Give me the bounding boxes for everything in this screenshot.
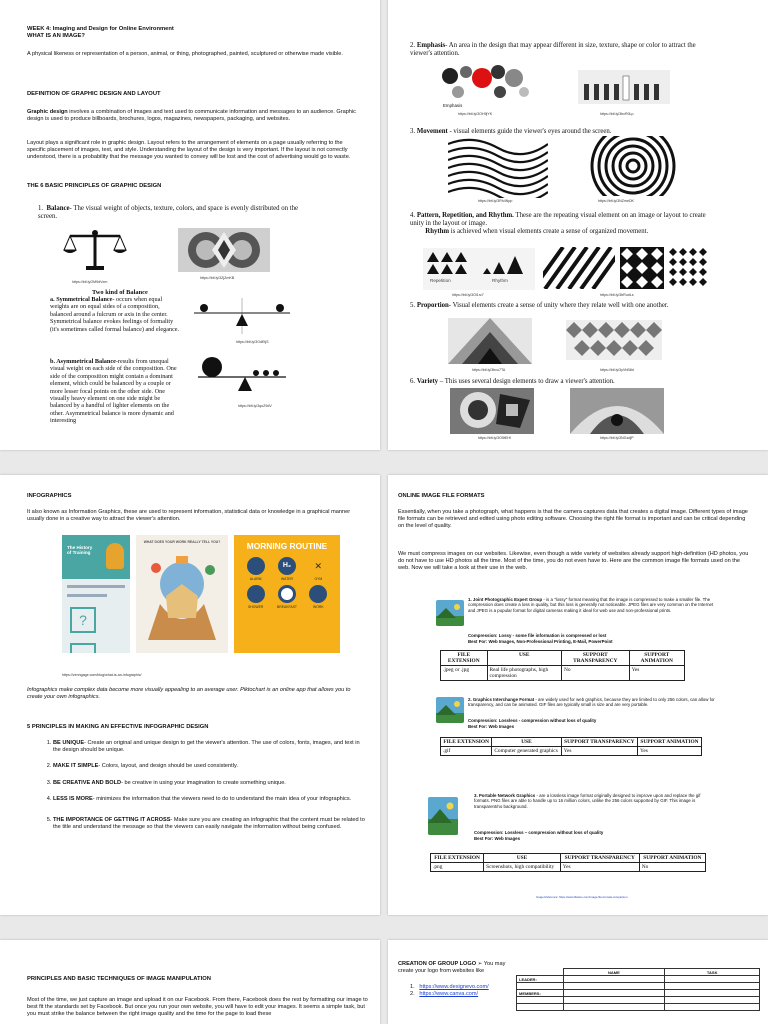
leader-name-cell[interactable] (563, 976, 665, 983)
name-cell[interactable] (563, 983, 665, 990)
water-icon: H₂ (278, 557, 296, 575)
principle-text: - Create an original and unique design to get the viewer's attention. The use of colors, fonts, images, and text in the design should be unique. (53, 740, 360, 754)
emphasis-dots-image (440, 62, 530, 104)
table-header-row (517, 969, 760, 976)
cell-extension: .jpeg or .jpg (441, 666, 488, 681)
canva-link[interactable]: https://www.canva.com/ (419, 991, 479, 998)
manipulation-heading: PRINCIPLES AND BASIC TECHNIQUES OF IMAGE MANIPULATION (27, 976, 211, 982)
variety-number: 6. (410, 378, 416, 385)
asymmetrical-caption: https://bit.ly/3qoZ9dV (238, 404, 272, 408)
symmetrical-balance-text (50, 296, 180, 333)
png-compression: Compression: Lossless – compression without loss of quality (474, 830, 604, 835)
diamond-pattern-image (620, 247, 664, 289)
balance-term: Balance (46, 205, 70, 212)
proportion-item (410, 302, 710, 310)
question-mark-icon: ? (70, 607, 96, 633)
image-definition: A physical likeness or representation of a person, animal, or thing, photographed, painted, sculptured or otherwise made visible. (27, 51, 343, 57)
principle-item (53, 740, 365, 754)
principle-term: THE IMPORTANCE OF GETTING IT ACROSS (53, 817, 171, 824)
col-use: USE (492, 738, 561, 747)
cell-extension: .gif (441, 747, 492, 756)
principle-text: - Make sure you are creating an infographic that the content must be related to the title and understand the message so that the viewers can easily navigate the information without being confused. (53, 817, 365, 831)
pattern-text: These are the repeating visual element on an image or layout to create unity in the layout or image. (410, 212, 706, 227)
col-support-transparency: SUPPORT TRANSPARENCY (560, 854, 639, 863)
task-cell[interactable] (665, 990, 760, 997)
principle-text: - minimizes the information that the viewers need to do to understand the main idea of your infographics. (92, 795, 352, 802)
infographics-intro: It also known as Information Graphics, these are used to represent information, statistical data or knowledge in a graphical manner usually done in a creative way to attract the viewer's attention. (27, 509, 351, 523)
principle-item (53, 763, 365, 770)
character-figure (106, 543, 124, 569)
infographic-2-title: WHAT DOES YOUR WORK REALLY TELL YOU? (143, 540, 221, 544)
jpg-description (468, 597, 718, 613)
movement-number: 3. (410, 128, 416, 135)
table-row (517, 983, 760, 990)
table-row (517, 976, 760, 983)
jpg-title: 1. Joint Photographic Expert Group (468, 597, 543, 602)
col-support-animation: SUPPORT ANIMATION (637, 738, 701, 747)
document-page-1 (0, 0, 380, 450)
routine-label: ALARM (249, 577, 262, 581)
symmetrical-seesaw-illustration (190, 298, 290, 336)
landscape-icon (428, 797, 458, 835)
table-row (517, 997, 760, 1004)
balance-pattern-graphic (178, 228, 270, 272)
variety-caption-2: https://bit.ly/3NGzdjP (600, 436, 634, 440)
balance-pattern-image (178, 228, 270, 272)
cell-extension: .png (431, 863, 484, 872)
movement-waves-image (448, 138, 548, 198)
table-header-row (441, 651, 685, 666)
col-use: USE (487, 651, 562, 666)
landscape-icon (436, 697, 464, 723)
proportion-number: 5. (410, 302, 416, 309)
variety-image-2 (570, 388, 664, 434)
principle-text: - be creative in using your imagination to create something unique. (121, 779, 286, 786)
landscape-icon (436, 600, 464, 626)
cell-transparency: No (562, 666, 630, 681)
role-cell (517, 997, 564, 1004)
graphic-design-text: involves a combination of images and text used to communicate information and messages to an audience. Graphic design is used to produce billboards, brochures, logos, magazines, newspapers, packaging, and websites. (27, 109, 356, 123)
what-is-image-heading: WHAT IS AN IMAGE? (27, 33, 85, 39)
movement-term: Movement (416, 128, 448, 135)
repetition-label: Repetition (430, 278, 451, 283)
routine-label: WORK (313, 605, 324, 609)
list-item: 2. https://www.canva.com/ (410, 991, 479, 998)
file-formats-heading: ONLINE IMAGE FILE FORMATS (398, 493, 485, 499)
table-row (517, 990, 760, 997)
col-file-extension: FILE EXTENSION (441, 651, 488, 666)
proportion-escher-image (448, 318, 532, 364)
jpg-compression: Compression: Lossy - some file information is compressed or lost (468, 633, 607, 638)
emphasis-caption-2: https://bit.ly/3bvR0Lp (600, 112, 634, 116)
gif-text: - are widely used for web graphics, because they are limited to only 256 colors, can allow for transparency, and can be animated. GIF files are typically small is size and are very portable. (468, 697, 715, 708)
table-row (431, 863, 706, 872)
col-use: USE (484, 854, 561, 863)
cell-transparency: Yes (561, 747, 637, 756)
png-title: 3. Portable Network Graphics (474, 793, 536, 798)
file-formats-paragraph-2: We must compress images on our websites. Likewise, even though a wide variety of websites already support high-definition (HD photos, you do not have to use HD photos all the time. Most of the time, you do not even have to. Here are the common image file formats used on the web. Now we will take a look at their use in the web. (398, 551, 749, 572)
gif-description (468, 697, 718, 708)
routine-label: SHOWER (248, 605, 264, 609)
pattern-number: 4. (410, 212, 416, 219)
infographic-caption: https://venngage.com/blog/what-is-an-infographic/ (62, 673, 142, 677)
jpg-text: - is a "lossy" format meaning that the image is compressed to make a smaller file. The compression does create a loss in quality, but this loss is generally not noticeable. JPEG files are very common on the Internet and JPEG is a popular format for digital cameras making it ideal for web use and non-professional prints. (468, 597, 714, 613)
infographic-history-of-training (62, 535, 130, 653)
designevo-link[interactable]: https://www.designevo.com/ (419, 984, 489, 990)
scale-illustration (60, 228, 130, 274)
table-header-row (441, 738, 702, 747)
group-roles-table (516, 968, 760, 1011)
proportion-caption-2: https://bit.ly/3yVhB8d (600, 368, 634, 372)
infographic-2-graphic (136, 544, 228, 653)
infographic-1-line (67, 585, 125, 588)
principle-term: MAKE IT SIMPLE (53, 763, 99, 770)
cell-transparency: Yes (560, 863, 639, 872)
file-formats-paragraph-1: Essentially, when you take a photograph, what happens is that the camera captures data that creates a digital image. Different types of image file formats can be retrieved and edited using photo editing software. Choosing the right file format is important and can be critical depending on the level of quality. (398, 509, 748, 530)
infographic-1-line (67, 594, 107, 597)
principle-item (53, 817, 365, 831)
png-format-table (430, 853, 706, 872)
col-file-extension: FILE EXTENSION (441, 738, 492, 747)
emphasis-term: Emphasis (416, 42, 446, 49)
repetition-rhythm-image (423, 248, 535, 290)
principle-item (53, 796, 365, 803)
graphic-design-term: Graphic design (27, 109, 68, 115)
name-cell[interactable] (563, 990, 665, 997)
gif-best-for: Best For: Web Images (468, 724, 515, 729)
gif-title: 2. Graphics Interchange Format (468, 697, 535, 702)
logo-link-list (410, 984, 489, 998)
list-item: 1. https://www.designevo.com/ (410, 984, 489, 990)
proportion-caption-1: https://bit.ly/3bvu7TA (472, 368, 506, 372)
col-file-extension: FILE EXTENSION (431, 854, 484, 863)
document-page-6 (388, 940, 768, 1024)
book-icon (70, 643, 96, 653)
routine-gym (303, 557, 334, 581)
png-file-icon (428, 797, 458, 835)
cell-animation: Yes (629, 666, 684, 681)
role-cell (517, 983, 564, 990)
document-page-3 (0, 475, 380, 915)
infographic-principles-list (27, 740, 365, 840)
name-cell[interactable] (563, 1004, 665, 1011)
variety-term: Variety (416, 378, 439, 385)
gif-compression: Compression: Lossless - compression without loss of quality (468, 718, 597, 723)
principle-text: - Colors, layout, and design should be used consistently. (98, 763, 238, 770)
routine-label: GYM (314, 577, 323, 581)
pattern-caption-2: https://bit.ly/3bRudLs (600, 293, 634, 297)
col-support-animation: SUPPORT ANIMATION (629, 651, 684, 666)
diagonal-stripes-image (543, 247, 615, 289)
routine-alarm (240, 557, 271, 581)
group-logo-paragraph (398, 961, 518, 975)
principle-term: LESS IS MORE (53, 795, 93, 802)
routine-label: WATER (281, 577, 293, 581)
routine-work (303, 585, 334, 609)
col-support-transparency: SUPPORT TRANSPARENCY (561, 738, 637, 747)
table-header-row (431, 854, 706, 863)
table-row (441, 666, 685, 681)
rhythm-term: Rhythm (425, 228, 450, 235)
cell-use: Screenshots, high compatibility (484, 863, 561, 872)
emphasis-text: - An area in the design that may appear different in size, texture, shape or color to attract the viewer's attention. (410, 42, 696, 57)
png-description (474, 793, 709, 809)
two-kinds-heading: Two kind of Balance (92, 289, 148, 296)
movement-caption-1: https://bit.ly/3Rh4Npp (478, 199, 513, 203)
role-cell (517, 1004, 564, 1011)
name-cell[interactable] (563, 997, 665, 1004)
principle-term: BE UNIQUE (53, 740, 85, 746)
proportion-term: Proportion (416, 302, 449, 309)
graphic-design-heading: DEFINITION OF GRAPHIC DESIGN AND LAYOUT (27, 91, 161, 97)
task-column-header: TASK (665, 969, 760, 976)
emphasis-number: 2. (410, 42, 416, 49)
infographic-1-header (62, 535, 130, 579)
task-cell[interactable] (665, 1004, 760, 1011)
emphasis-item (410, 42, 700, 58)
movement-swirl-image (583, 136, 683, 196)
leader-task-cell[interactable] (665, 976, 760, 983)
symmetrical-caption: https://bit.ly/3OdEtjS (236, 340, 269, 344)
infographic-principles-heading: 5 PRINCIPLES IN MAKING AN EFFECTIVE INFOGRAPHIC DESIGN (27, 724, 209, 730)
layout-paragraph: Layout plays a significant role in graphic design. Layout refers to the arrangement of elements on a page usually referring to the specific placement of images, text, and style. Understanding the layout of the design is very important. If the layout is not correctly understood, there is a probability that the message you wanted to convey will be lost and the cost of advertising would go to waste. (27, 140, 351, 161)
cell-use: Computer generated graphics (492, 747, 561, 756)
jpg-format-table (440, 650, 685, 681)
variety-text: – This uses several design elements to draw a viewer's attention. (438, 378, 615, 385)
name-column-header: NAME (563, 969, 665, 976)
week-title: WEEK 4: Imaging and Design for Online Environment (27, 26, 174, 32)
balance-item: 1. Balance- The visual weight of objects, texture, colors, and space is evenly distributed on the screen. (38, 205, 299, 220)
movement-text: - visual elements guide the viewer's eyes around the screen. (447, 128, 612, 135)
egg-icon (278, 585, 296, 603)
asymmetrical-term: b. Asymmetrical Balance (50, 358, 116, 365)
principles-heading: THE 6 BASIC PRINCIPLES OF GRAPHIC DESIGN (27, 183, 162, 189)
variety-caption-1: https://bit.ly/3O5tEHl (478, 436, 511, 440)
symmetrical-desc: - occurs when equal weights are on equal sides of a composition, balanced around a fulcrum or axis in the center. Symmetrical balance evokes feelings of formality (it's sometimes called formal balance) and elegance. (50, 296, 180, 333)
task-cell[interactable] (665, 997, 760, 1004)
pattern-item (410, 212, 715, 236)
infographic-1-title: The History of Training (67, 545, 93, 556)
members-label: MEMBERS: (517, 990, 564, 997)
dumbbell-icon: ✕ (309, 557, 327, 575)
proportion-text: - Visual elements create a sense of unity where they relate well with one another. (448, 302, 669, 309)
infographics-heading: INFOGRAPHICS (27, 493, 72, 499)
leader-label: LEADER: (517, 976, 564, 983)
routine-shower (240, 585, 271, 609)
balance-text: - The visual weight of objects, texture, colors, and space is evenly distributed on the screen. (38, 205, 299, 220)
table-row (441, 747, 702, 756)
pattern-term: Pattern, Repetition, and Rhythm. (416, 212, 514, 219)
col-support-transparency: SUPPORT TRANSPARENCY (562, 651, 630, 666)
asymmetrical-seesaw-illustration (196, 355, 286, 397)
routine-grid (234, 557, 340, 609)
routine-water (271, 557, 302, 581)
gif-format-table (440, 737, 702, 756)
principle-item (53, 780, 365, 787)
shirt-icon (309, 585, 327, 603)
col-support-animation: SUPPORT ANIMATION (639, 854, 705, 863)
jpg-file-icon (436, 600, 464, 626)
rhythm-label: Rhythm (492, 278, 508, 283)
infographics-paragraph: Infographics make complex data become more visually appealing to an average user. Piktochart is an online app that allows you to create your own infographics. (27, 687, 351, 701)
principle-term: BE CREATIVE AND BOLD (53, 779, 122, 786)
infographic-3-title: MORNING ROUTINE (246, 541, 328, 551)
pattern-caption: https://bit.ly/3ZjZmKB (200, 276, 235, 280)
jpg-best-for: Best For: Web Images, Non-Professional Printing, E-Mail, PowerPoint (468, 639, 613, 644)
asymmetrical-desc: -results from unequal visual weight on each side of the composition. One side of the composition might contain a dominant element, which could be balanced by a couple or more lesser focal points on the other side. One visually heavy element on one side might be balanced by a handful of lighter elements on the other. Asymmetrical balance is more dynamic and interesting (50, 358, 177, 425)
infographic-work-tells (136, 535, 228, 653)
cell-animation: Yes (637, 747, 701, 756)
variety-item (410, 378, 710, 386)
task-cell[interactable] (665, 983, 760, 990)
variety-image-1 (450, 388, 534, 434)
png-best-for: Best For: Web Images (474, 836, 521, 841)
infographic-morning-routine (234, 535, 340, 653)
symmetrical-term: a. Symmetrical Balance (50, 296, 113, 303)
png-text: - are a lossless image format originally designed to improve upon and replace the gif formats. PNG files are able to handle up to 16 million colors, unlike the 256 colors supported by GIF. This image is transparent/no background. (474, 793, 701, 809)
cell-use: Real life photographs, high compression (487, 666, 562, 681)
checker-pattern-image (668, 247, 708, 289)
movement-item (410, 128, 710, 136)
manipulation-paragraph: Most of the time, we just capture an image and upload it on our Facebook. From there, Facebook does the rest by formatting our image to best fit the standards set by Facebook. But once you run your own website, you will have to edit your images. It seems a simple task, but you must strike the balance between the right image quality and the time for the page to load these (27, 997, 368, 1018)
shower-icon (247, 585, 265, 603)
movement-caption-2: https://bit.ly/3NZmeDK (598, 199, 634, 203)
emphasis-caption-1: https://bit.ly/3OH9jYK (458, 112, 493, 116)
scale-caption: https://bit.ly/2M9dVxm (72, 280, 108, 284)
table-row (517, 1004, 760, 1011)
alarm-icon (247, 557, 265, 575)
cell-animation: No (639, 863, 705, 872)
routine-label: BREAKFAST (277, 605, 297, 609)
document-page-5 (0, 940, 380, 1024)
group-logo-text: ➢ You may create your logo from websites like (398, 961, 506, 975)
group-logo-heading: CREATION OF GROUP LOGO (398, 961, 477, 967)
document-page-4 (388, 475, 768, 915)
image-reference: Image Reference: https://www.lifewire.com/image-file-formats-comparison (536, 895, 628, 899)
asymmetrical-balance-text (50, 358, 180, 425)
document-page-2 (388, 0, 768, 450)
routine-breakfast (271, 585, 302, 609)
proportion-diamond-image (566, 320, 662, 360)
emphasis-label: Emphasis (443, 103, 463, 108)
gif-file-icon (436, 697, 464, 723)
pattern-caption-1: https://bit.ly/3Ol1rz7 (452, 293, 484, 297)
emphasis-chess-image (578, 70, 670, 104)
graphic-design-paragraph (27, 109, 362, 123)
rhythm-text: is achieved when visual elements create a sense of organized movement. (449, 228, 649, 235)
role-column-header (517, 969, 564, 976)
